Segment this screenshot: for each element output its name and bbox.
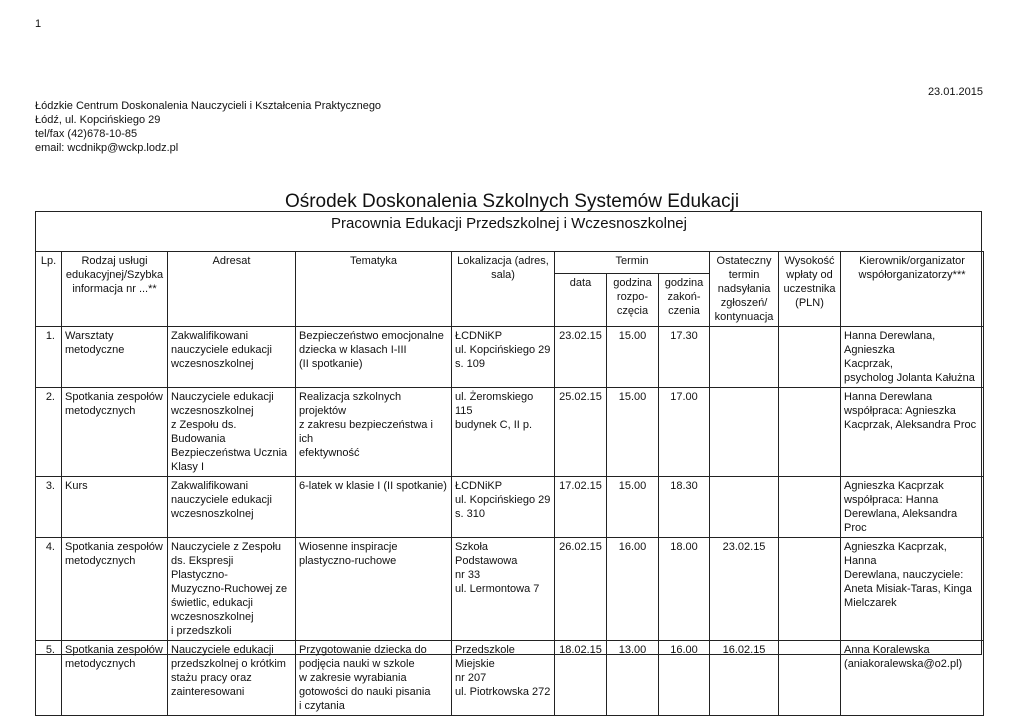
organization-phone: tel/fax (42)678-10-85 [35,128,138,140]
table-body [36,327,984,716]
cell-fee [779,388,841,477]
cell-deadline: 16.02.15 [710,641,779,716]
cell-row-number: 5. [36,641,62,716]
cell-topic: Realizacja szkolnych projektów z zakresu bezpieczeństwa i ich efektywność [296,388,452,477]
table-row [36,388,984,477]
cell-end-time: 17.30 [659,327,710,388]
cell-row-number: 4. [36,538,62,641]
cell-deadline [710,327,779,388]
page-number: 1 [35,18,42,30]
schedule-table [35,251,984,716]
document-subtitle: Pracownia Edukacji Przedszkolnej i Wczesnoszkolnej [331,215,687,232]
cell-fee [779,538,841,641]
cell-row-number: 3. [36,477,62,538]
cell-end-time: 18.30 [659,477,710,538]
cell-end-time: 16.00 [659,641,710,716]
cell-deadline: 23.02.15 [710,538,779,641]
cell-service-type: Spotkania zespołów metodycznych [62,388,168,477]
header-date: data [555,273,607,326]
table-header [36,252,984,327]
header-audience: Adresat [168,252,296,327]
cell-topic: 6-latek w klasie I (II spotkanie) [296,477,452,538]
cell-start-time: 16.00 [607,538,659,641]
table-row [36,538,984,641]
cell-start-time: 13.00 [607,641,659,716]
cell-date: 18.02.15 [555,641,607,716]
table-row [36,327,984,388]
cell-leader: Anna Koralewska (aniakoralewska@o2.pl) [841,641,984,716]
cell-fee [779,641,841,716]
cell-audience: Nauczyciele edukacji wczesnoszkolnej z Zespołu ds. Budowania Bezpieczeństwa Ucznia Klasy I [168,388,296,477]
header-start-time: godzina rozpo-częcia [607,273,659,326]
cell-deadline [710,388,779,477]
table-row [36,477,984,538]
organization-header [35,99,381,155]
cell-topic: Przygotowanie dziecka do podjęcia nauki w szkole w zakresie wyrabiania gotowości do nauki pisania i czytania [296,641,452,716]
cell-leader: Agnieszka Kacprzak współpraca: Hanna Derewlana, Aleksandra Proc [841,477,984,538]
cell-leader: Hanna Derewlana, Agnieszka Kacprzak, psycholog Jolanta Kałużna [841,327,984,388]
cell-leader: Hanna Derewlana współpraca: Agnieszka Kacprzak, Aleksandra Proc [841,388,984,477]
cell-location: Szkoła Podstawowa nr 33 ul. Lermontowa 7 [452,538,555,641]
cell-start-time: 15.00 [607,477,659,538]
cell-date: 26.02.15 [555,538,607,641]
cell-topic: Bezpieczeństwo emocjonalne dziecka w klasach I-III (II spotkanie) [296,327,452,388]
organization-name: Łódzkie Centrum Doskonalenia Nauczycieli i Kształcenia Praktycznego [35,100,382,112]
header-service-type: Rodzaj usługi edukacyjnej/Szybka informacja nr ...** [62,252,168,327]
table-row [36,641,984,716]
cell-service-type: Spotkania zespołów metodycznych [62,538,168,641]
cell-start-time: 15.00 [607,388,659,477]
cell-audience: Zakwalifikowani nauczyciele edukacji wczesnoszkolnej [168,477,296,538]
header-location: Lokalizacja (adres, sala) [452,252,555,327]
cell-topic: Wiosenne inspiracje plastyczno-ruchowe [296,538,452,641]
cell-audience: Nauczyciele edukacji przedszkolnej o krótkim stażu pracy oraz zainteresowani [168,641,296,716]
header-end-time: godzina zakoń-czenia [659,273,710,326]
organization-address: Łódź, ul. Kopcińskiego 29 [35,114,161,126]
cell-end-time: 18.00 [659,538,710,641]
cell-row-number: 2. [36,388,62,477]
header-lp: Lp. [36,252,62,327]
header-topic: Tematyka [296,252,452,327]
cell-fee [779,327,841,388]
cell-audience: Nauczyciele z Zespołu ds. Ekspresji Plastyczno- Muzyczno-Ruchowej ze świetlic, edukacji wczesnoszkolnej i przedszkoli [168,538,296,641]
cell-deadline [710,477,779,538]
cell-leader: Agnieszka Kacprzak, Hanna Derewlana, nauczyciele: Aneta Misiak-Taras, Kinga Mielczarek [841,538,984,641]
cell-location: ŁCDNiKP ul. Kopcińskiego 29 s. 310 [452,477,555,538]
cell-service-type: Spotkania zespołów metodycznych [62,641,168,716]
header-leader: Kierownik/organizator współorganizatorzy*** [841,252,984,327]
cell-fee [779,477,841,538]
cell-date: 25.02.15 [555,388,607,477]
header-deadline: Ostateczny termin nadsyłania zgłoszeń/ kontynuacja [710,252,779,327]
cell-row-number: 1. [36,327,62,388]
cell-location: ul. Żeromskiego 115 budynek C, II p. [452,388,555,477]
document-date: 23.01.2015 [927,86,983,98]
cell-location: ŁCDNiKP ul. Kopcińskiego 29 s. 109 [452,327,555,388]
document-title: Ośrodek Doskonalenia Szkolnych Systemów Edukacji [284,191,740,212]
cell-service-type: Warsztaty metodyczne [62,327,168,388]
header-term: Termin [555,252,710,274]
cell-date: 23.02.15 [555,327,607,388]
cell-audience: Zakwalifikowani nauczyciele edukacji wczesnoszkolnej [168,327,296,388]
organization-email: email: wcdnikp@wckp.lodz.pl [35,142,179,154]
cell-end-time: 17.00 [659,388,710,477]
cell-service-type: Kurs [62,477,168,538]
header-fee: Wysokość wpłaty od uczestnika (PLN) [779,252,841,327]
cell-date: 17.02.15 [555,477,607,538]
cell-start-time: 15.00 [607,327,659,388]
cell-location: Przedszkole Miejskie nr 207 ul. Piotrkowska 272 [452,641,555,716]
